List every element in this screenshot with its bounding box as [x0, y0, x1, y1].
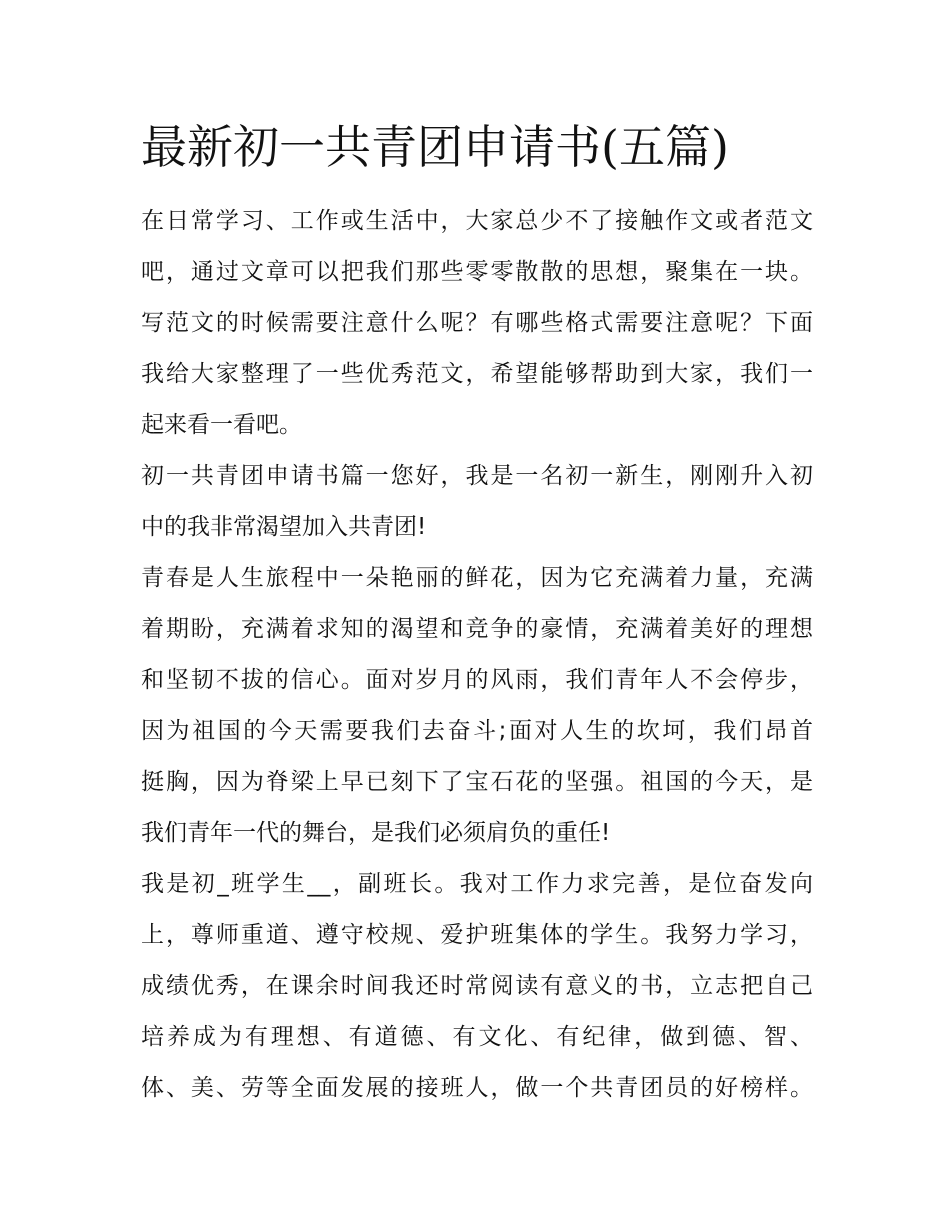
document-title: 最新初一共青团申请书(五篇) [141, 120, 729, 174]
paragraph-self-introduction [141, 859, 813, 1114]
text-line: 吧，通过文章可以把我们那些零零散散的思想，聚集在一块。 [141, 259, 813, 285]
text-line: 挺胸，因为脊梁上早已刻下了宝石花的坚强。祖国的今天，是 [141, 769, 813, 795]
text-line: 青春是人生旅程中一朵艳丽的鲜花，因为它充满着力量，充满 [141, 565, 813, 591]
text-line: 在日常学习、工作或生活中，大家总少不了接触作文或者范文 [141, 208, 813, 234]
text-line: 中的我非常渴望加入共青团! [141, 514, 427, 540]
text-line: 因为祖国的今天需要我们去奋斗;面对人生的坎坷，我们昂首 [141, 718, 813, 744]
text-line: 上，尊师重道、遵守校规、爱护班集体的学生。我努力学习， [141, 922, 813, 948]
text-line: 成绩优秀，在课余时间我还时常阅读有意义的书，立志把自己 [141, 973, 813, 999]
paragraph-greeting [141, 451, 813, 553]
text-line: 我给大家整理了一些优秀范文，希望能够帮助到大家，我们一 [141, 361, 813, 387]
text-line: 写范文的时候需要注意什么呢？有哪些格式需要注意呢？下面 [141, 310, 813, 336]
text-line: 初一共青团申请书篇一您好，我是一名初一新生，刚刚升入初 [141, 463, 813, 489]
paragraph-youth [141, 553, 813, 859]
text-line: 我是初_班学生__，副班长。我对工作力求完善，是位奋发向 [141, 871, 813, 897]
text-line: 起来看一看吧。 [141, 412, 302, 438]
text-line: 和坚韧不拔的信心。面对岁月的风雨，我们青年人不会停步， [141, 667, 813, 693]
text-line: 体、美、劳等全面发展的接班人，做一个共青团员的好榜样。 [141, 1075, 813, 1101]
paragraph-intro [141, 196, 813, 451]
text-line: 培养成为有理想、有道德、有文化、有纪律，做到德、智、 [141, 1024, 813, 1050]
text-line: 我们青年一代的舞台，是我们必须肩负的重任! [141, 820, 611, 846]
document-body [141, 196, 813, 1114]
text-line: 着期盼，充满着求知的渴望和竞争的豪情，充满着美好的理想 [141, 616, 813, 642]
